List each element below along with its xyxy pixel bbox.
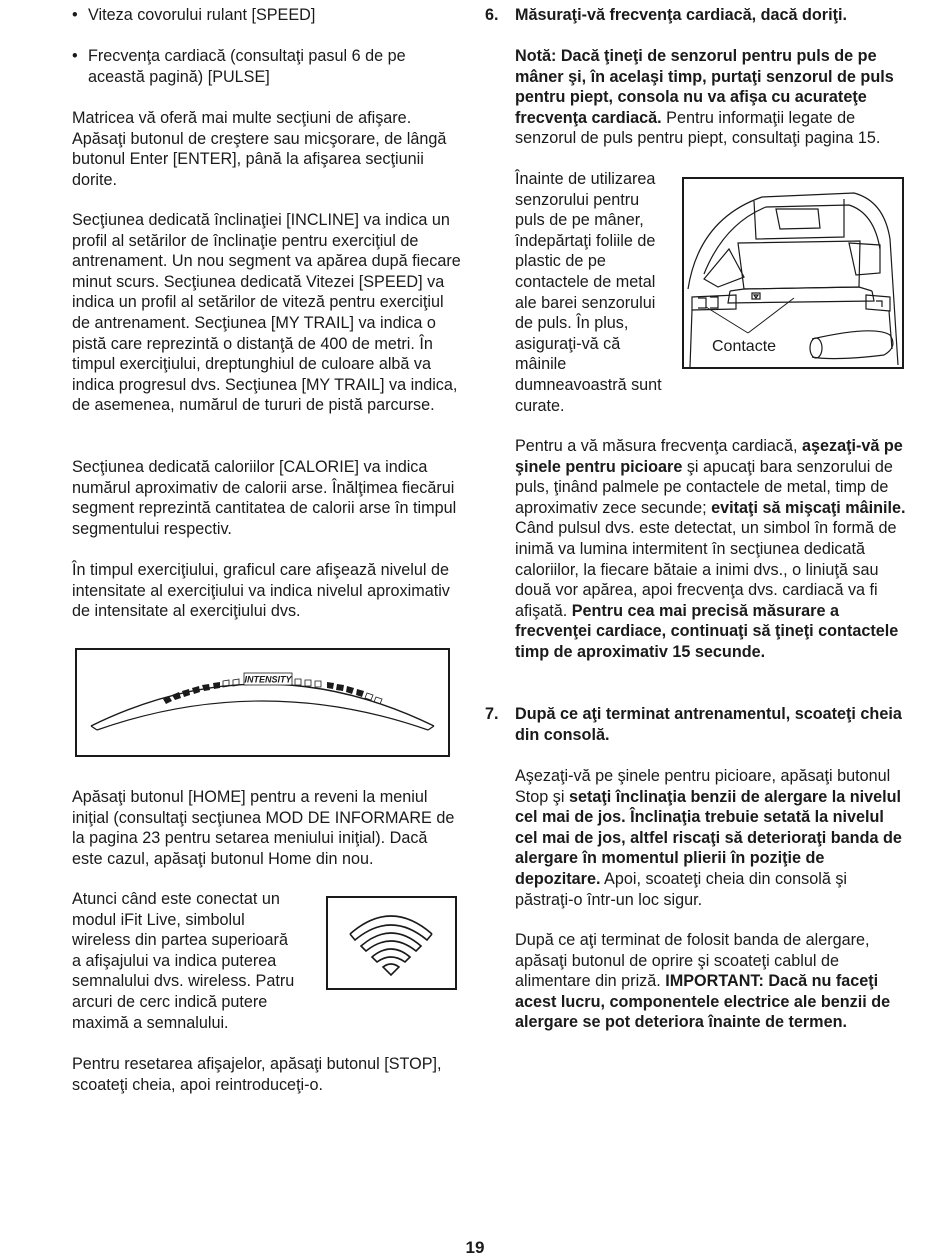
- intensity-figure: [75, 648, 450, 757]
- incline-paragraph: Secţiunea dedicată înclinaţiei [INCLINE] va indica un profil al setărilor de înclinaţie pentru exerciţiul de antrenament. Un nou segment va apărea după fiecare minut scurs. Secţiunea dedicată Vitezei [SPEED] va indica un profil al setărilor de viteză pentru exerciţiul de antrenament. Secţiunea [MY TRAIL] va indica o pistă care reprezintă o distanţă de 400 de metri. În timpul exerciţiului, dreptunghiul de culoare albă va indica progresul dvs. Secţiunea [MY TRAIL] va indica, de asemenea, numărul de tururi de pistă parcurse.: [72, 211, 461, 415]
- treadmill-console-illustration: [684, 179, 902, 367]
- note-bold: Notă: Dacă ţineţi de senzorul pentru puls de pe mâner şi, în acelaşi timp, purtaţi senzorul de puls pentru piept, consola nu va afişa cu acurateţe frecvenţa cardiacă.: [515, 47, 894, 127]
- after-paragraph: [515, 930, 905, 1033]
- measure-bold-3: Pentru cea mai precisă măsurare a frecvenţei cardiace, continuaţi să ţineţi contactele timp de aproximativ 15 secunde.: [515, 601, 899, 661]
- note-rest: Pentru informaţii legate de senzorul de puls pentru piept, consultaţi pagina 15.: [515, 108, 881, 148]
- measure-text-1: Pentru a vă măsura frecvenţa cardiacă,: [515, 437, 803, 455]
- handle-contacts-figure: [682, 177, 904, 369]
- bullet-dot: •: [72, 47, 78, 65]
- note-paragraph: [515, 46, 905, 149]
- measure-bold-1: aşezaţi-vă pe şinele pentru picioare: [515, 437, 903, 476]
- intensity-paragraph: În timpul exerciţiului, graficul care afişează nivelul de intensitate al exerciţiului va indica nivelul aproximativ de intensitate al exerciţiului dvs.: [72, 561, 450, 621]
- wireless-icon: [328, 898, 455, 988]
- intensity-arc-graphic: [77, 650, 448, 755]
- step-6-number: 6.: [485, 6, 499, 24]
- before-use-paragraph: Înainte de utilizarea senzorului pentru puls de pe mâner, îndepărtaţi foliile de plastic de pe contactele de metal ale barei senzorului de puls. În plus, asiguraţi-vă că mâinile dumneavoastră sunt curate.: [515, 170, 662, 415]
- intensity-label: INTENSITY: [244, 674, 292, 685]
- stand-paragraph: [515, 766, 905, 910]
- stand-text-2: Apoi, scoateţi cheia din consolă şi păstraţi-o într-un loc sigur.: [515, 869, 848, 909]
- measure-text-3: Când pulsul dvs. este detectat, un simbol în formă de inimă va lumina intermitent în secţiunea dedicată caloriilor, la fiecare bătaie a inimi dvs., o liniuţă sau două vor apărea, apoi frecvenţa dvs. cardiacă va fi afişată.: [515, 519, 897, 620]
- stand-text-1: Aşezaţi-vă pe şinele pentru picioare, apăsaţi butonul Stop şi: [515, 767, 891, 806]
- measure-paragraph: [515, 436, 907, 663]
- page-number: 19: [465, 1238, 485, 1257]
- step-7-number: 7.: [485, 705, 499, 723]
- step-7-title: După ce aţi terminat antrenamentul, scoateţi cheia din consolă.: [515, 705, 902, 744]
- contacts-label: Contacte: [712, 338, 777, 355]
- bullet-pulse-text: Frecvenţa cardiacă (consultaţi pasul 6 de pe această pagină) [PULSE]: [88, 47, 406, 86]
- wireless-figure: [326, 896, 457, 990]
- calorie-paragraph: Secţiunea dedicată caloriilor [CALORIE] va indica numărul aproximativ de calorii arse. Înălţimea fiecărui segment reprezintă cantitatea de calorii arse în timpul segmentului respectiv.: [72, 458, 457, 538]
- bullet-dot: •: [72, 6, 78, 24]
- bullet-speed-text: Viteza covorului rulant [SPEED]: [88, 6, 316, 24]
- after-text-1: După ce aţi terminat de folosit banda de alergare, apăsaţi butonul de oprire şi scoateţi cablul de alimentare din priză.: [515, 931, 870, 991]
- reset-paragraph: Pentru resetarea afişajelor, apăsaţi butonul [STOP], scoateţi cheia, apoi reintroduceţi-o.: [72, 1055, 442, 1094]
- measure-text-2: şi apucaţi bara senzorului de puls, ţinând palmele pe contactele de metal, timp de aproximativ zece secunde;: [515, 457, 893, 517]
- ifit-paragraph: Atunci când este conectat un modul iFit Live, simbolul wireless din partea superioară a afişajului va indica puterea semnalului dvs. wireless. Patru arcuri de cerc indică putere maximă a semnalului.: [72, 890, 295, 1032]
- matrix-paragraph: Matricea vă oferă mai multe secţiuni de afişare. Apăsaţi butonul de creştere sau micşorare, de lângă butonul Enter [ENTER], până la afişarea secţiunii dorite.: [72, 109, 447, 189]
- measure-bold-2: evitaţi să mişcaţi mâinile.: [711, 498, 906, 517]
- home-paragraph: Apăsaţi butonul [HOME] pentru a reveni la meniul iniţial (consultaţi secţiunea MOD DE INFORMARE de la pagina 23 pentru setarea meniului iniţial). Dacă este cazul, apăsaţi butonul Home din nou.: [72, 788, 455, 868]
- after-bold-1: IMPORTANT: Dacă nu faceţi acest lucru, componentele electrice ale benzii de alergare se pot deteriora înainte de termen.: [515, 972, 891, 1032]
- stand-bold-1: setaţi înclinaţia benzii de alergare la nivelul cel mai de jos. Înclinaţia trebuie setată la nivelul cel mai de jos, altfel riscaţi să deterioraţi banda de alergare în momentul plierii în poziţie de depozitare.: [515, 787, 902, 888]
- step-6-title: Măsuraţi-vă frecvenţa cardiacă, dacă doriţi.: [515, 6, 847, 24]
